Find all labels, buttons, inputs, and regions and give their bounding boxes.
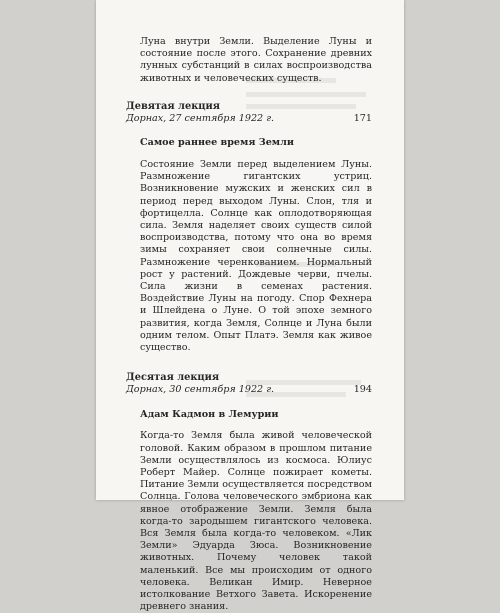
lecture-ten	[126, 372, 372, 613]
lecture-title: Девятая лекция	[126, 100, 221, 112]
lecture-heading: Самое раннее время Земли	[140, 137, 295, 149]
lecture-meta	[126, 384, 372, 396]
lecture-place-date: Дорнах, 30 сентября 1922 г.	[126, 384, 275, 396]
lecture-place-date: Дорнах, 27 сентября 1922 г.	[126, 112, 275, 124]
lecture-summary: Когда-то Земля была живой человеческой головой. Каким образом в прошлом питание Земли осуществлялось из космоса. Юлиус Роберт Майер. Солнце пожирает кометы. Питание Земли осуществляется посредством Солнца. Голова человеческого эмбриона как явное отображение Земли. Земля была когда-то зародышем гигантского человека. Вся Земля была когда-то человеком. «Лик Земли» Эдуарда Зюса. Возникновение животных. Почему человек такой маленький. Все мы происходим от одного человека. Великан Имир. Неверное истолкование Ветхого Завета. Искоренение древнего знания.	[140, 430, 372, 613]
intro-paragraph: Луна внутри Земли. Выделение Луны и состояние после этого. Сохранение древних лунных субстанций в силах воспроизводства животных и человеческих существ.	[140, 36, 372, 84]
table-of-contents	[126, 36, 372, 613]
lecture-heading: Адам Кадмон в Лемурии	[140, 408, 279, 420]
lecture-page-number: 171	[353, 112, 372, 124]
lecture-summary: Состояние Земли перед выделением Луны. Размножение гигантских устриц. Возникновение мужских и женских сил в период перед выходом Луны. Слон, тля и фортицелла. Солнце как оплодотворяющая сила. Земля наделяет своих существ силой воспроизводства, потому что она во время зимы сохраняет свои солнечные силы. Размножение черенкованием. Нормальный рост у растений. Дождевые черви, пчелы. Сила жизни в семенах растения. Воздействие Луны на погоду. Спор Фехнера и Шлейдена о Луне. О той эпохе земного развития, когда Земля, Солнце и Луна были одним телом. Опыт Платэ. Земля как живое существо.	[140, 159, 372, 354]
book-page	[96, 0, 404, 613]
lecture-meta	[126, 113, 372, 125]
lecture-nine	[126, 101, 372, 354]
lecture-page-number: 194	[353, 384, 372, 396]
lecture-title: Десятая лекция	[126, 372, 220, 384]
